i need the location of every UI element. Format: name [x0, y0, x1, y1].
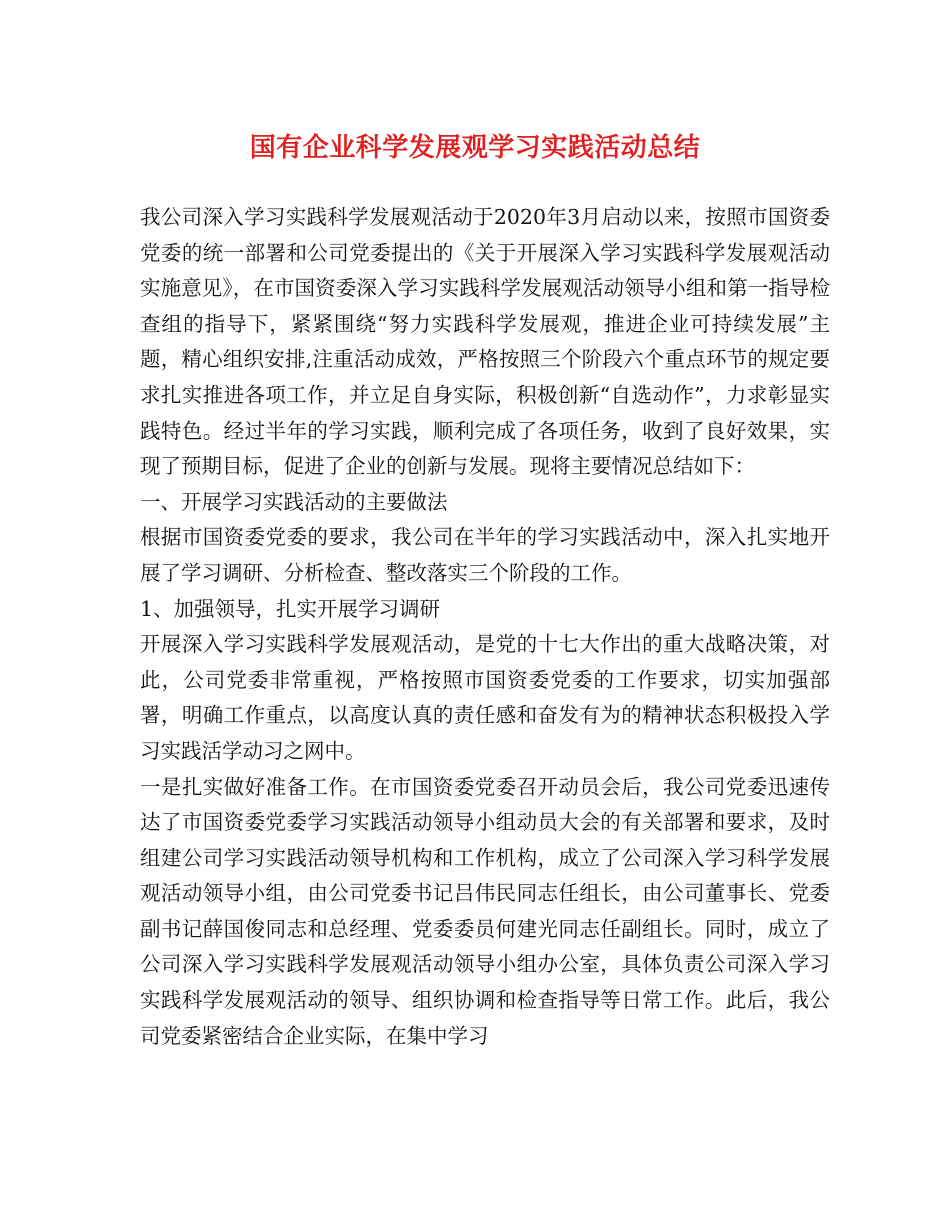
section-heading-1: 一、开展学习实践活动的主要做法: [140, 489, 448, 514]
paragraph-intro: 我公司深入学习实践科学发展观活动于2020年3月启动以来，按照市国资委党委的统一部署和公司党委提出的《关于开展深入学习实践科学发展观活动实施意见》，在市国资委深入学习实践科学发展观活动领导小组和第一指导检查组的指导下，紧紧围绕“努力实践科学发展观，推进企业可持续发展”主题，精心组织安排,注重活动成效，严格按照三个阶段六个重点环节的规定要求扎实推进各项工作，并立足自身实际，积极创新“自选动作”，力求彰显实践特色。经过半年的学习实践，顺利完成了各项任务，收到了良好效果，实现了预期目标，促进了企业的创新与发展。现将主要情况总结如下：: [140, 205, 830, 479]
subsection-heading-1: 1、加强领导，扎实开展学习调研: [140, 596, 441, 621]
paragraph-preparation: 一是扎实做好准备工作。在市国资委党委召开动员会后，我公司党委迅速传达了市国资委党委学习实践活动领导小组动员大会的有关部署和要求，及时组建公司学习实践活动领导机构和工作机构，成立了公司深入学习科学发展观活动领导小组，由公司党委书记吕伟民同志任组长，由公司董事长、党委副书记薛国俊同志和总经理、党委委员何建光同志任副组长。同时，成立了公司深入学习实践科学发展观活动领导小组办公室，具体负责公司深入学习实践科学发展观活动的领导、组织协调和检查指导等日常工作。此后，我公司党委紧密结合企业实际，在集中学习: [140, 774, 830, 1048]
document-title: 国有企业科学发展观学习实践活动总结: [249, 133, 701, 163]
paragraph-subsection-1: 开展深入学习实践科学发展观活动，是党的十七大作出的重大战略决策，对此，公司党委非常重视，严格按照市国资委党委的工作要求，切实加强部署，明确工作重点，以高度认真的责任感和奋发有为的精神状态积极投入学习实践活学动习之网中。: [140, 632, 830, 763]
paragraph-section-1: 根据市国资委党委的要求，我公司在半年的学习实践活动中，深入扎实地开展了学习调研、分析检查、整改落实三个阶段的工作。: [140, 525, 830, 585]
document-body: [140, 200, 830, 1054]
